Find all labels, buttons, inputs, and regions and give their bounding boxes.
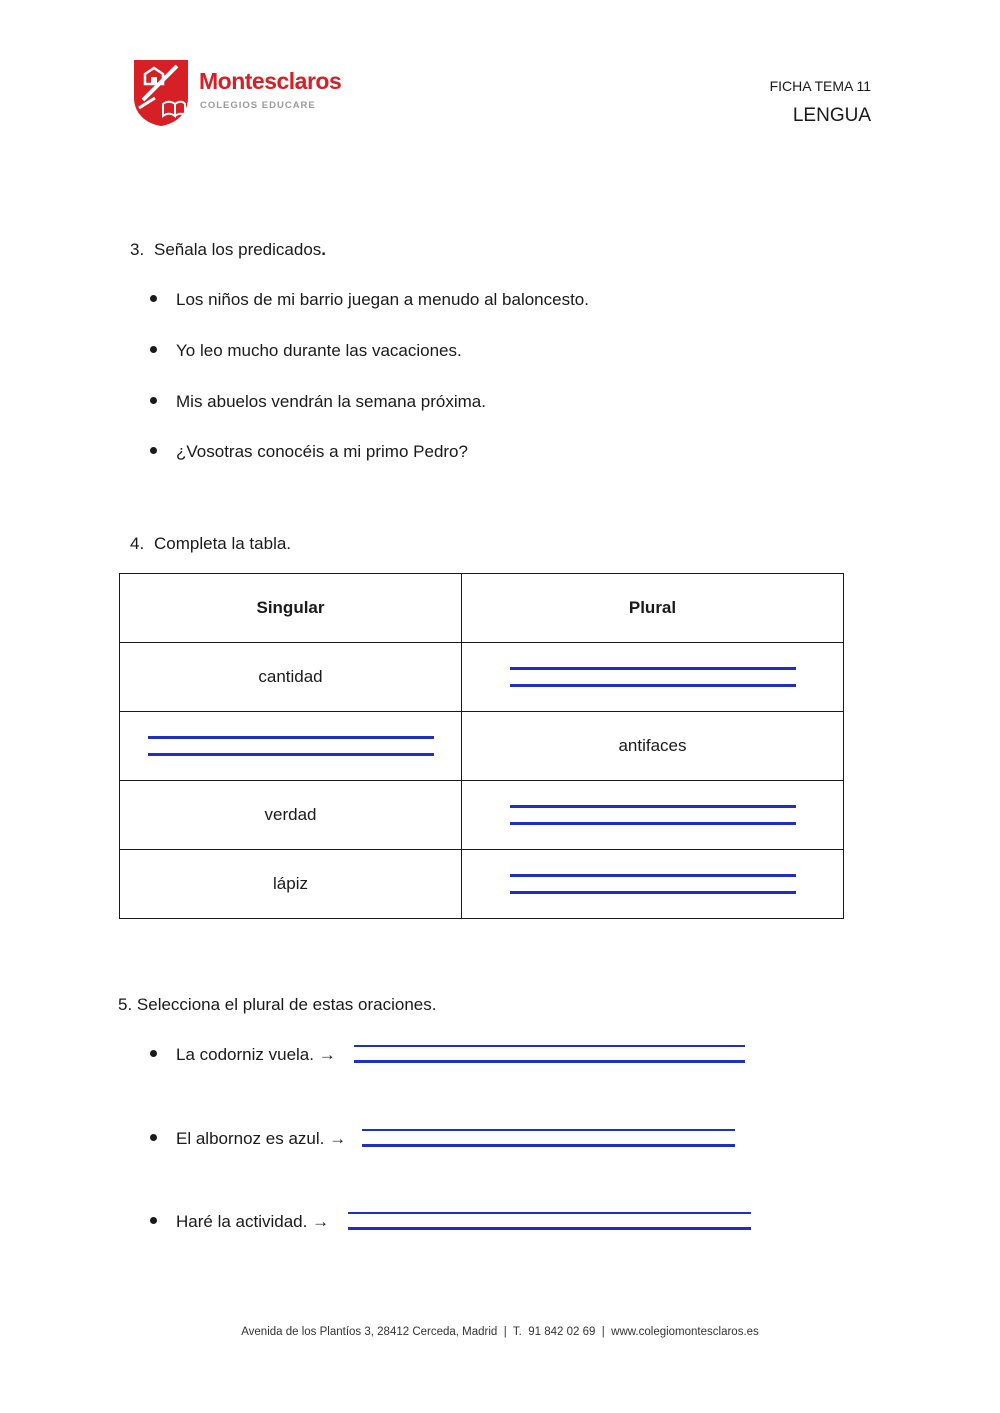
question-3-title <box>130 240 326 260</box>
cell-plural: antifaces <box>462 712 844 781</box>
school-logo <box>133 58 342 130</box>
cell-plural-answer <box>462 781 844 850</box>
sentence: El albornoz es azul. <box>176 1129 325 1148</box>
cell-singular: verdad <box>120 781 462 850</box>
question-4-title <box>130 534 291 554</box>
arrow-icon: → <box>312 1212 330 1231</box>
singular-plural-table <box>119 573 844 919</box>
table-row <box>120 781 844 850</box>
brand-subtitle: COLEGIOS EDUCARE <box>200 100 316 111</box>
cell-plural-answer <box>462 850 844 919</box>
subject-label: LENGUA <box>792 105 871 126</box>
bullet-icon <box>150 1050 157 1057</box>
sentence: La codorniz vuela. <box>176 1045 314 1064</box>
brand-name: Montesclaros <box>199 68 342 94</box>
bullet-icon <box>150 447 157 454</box>
question-3-number: 3. <box>130 240 145 259</box>
answer-input[interactable] <box>510 874 796 894</box>
bullet-icon <box>150 295 157 302</box>
sentence: Mis abuelos vendrán la semana próxima. <box>176 392 486 411</box>
table-row <box>120 850 844 919</box>
answer-input[interactable] <box>348 1212 751 1230</box>
header-plural: Plural <box>462 574 844 643</box>
arrow-icon: → <box>329 1129 347 1148</box>
list-item <box>150 1129 346 1149</box>
bullet-icon <box>150 397 157 404</box>
list-item <box>150 1045 336 1065</box>
footer-address: Avenida de los Plantíos 3, 28412 Cerceda, Madrid | T. 91 842 02 69 | www.colegiomontesclaros.es <box>241 1326 759 1338</box>
table-row <box>120 643 844 712</box>
answer-input[interactable] <box>362 1129 735 1147</box>
worksheet-label: FICHA TEMA 11 <box>769 78 871 94</box>
list-item[interactable] <box>150 290 589 310</box>
bullet-icon <box>150 346 157 353</box>
cell-singular: lápiz <box>120 850 462 919</box>
question-4-text: Completa la tabla. <box>154 534 292 553</box>
sentence: ¿Vosotras conocéis a mi primo Pedro? <box>176 442 468 461</box>
cell-singular-answer <box>120 712 462 781</box>
cell-singular: cantidad <box>120 643 462 712</box>
list-item[interactable] <box>150 442 468 462</box>
shield-icon <box>133 58 189 128</box>
question-4-number: 4. <box>130 534 145 553</box>
answer-input[interactable] <box>510 667 796 687</box>
header-singular: Singular <box>120 574 462 643</box>
question-5-title: 5. Selecciona el plural de estas oraciones. <box>118 995 437 1014</box>
bullet-icon <box>150 1217 157 1224</box>
list-item[interactable] <box>150 341 462 361</box>
list-item[interactable] <box>150 392 486 412</box>
answer-input[interactable] <box>354 1045 745 1063</box>
question-3-text: Señala los predicados <box>154 240 322 259</box>
sentence: Los niños de mi barrio juegan a menudo al baloncesto. <box>176 290 589 309</box>
question-3-period: . <box>321 240 327 259</box>
bullet-icon <box>150 1134 157 1141</box>
arrow-icon: → <box>318 1045 336 1064</box>
answer-input[interactable] <box>148 736 434 756</box>
list-item <box>150 1212 329 1232</box>
table-row <box>120 712 844 781</box>
table-header-row <box>120 574 844 643</box>
sentence: Haré la actividad. <box>176 1212 308 1231</box>
sentence: Yo leo mucho durante las vacaciones. <box>176 341 462 360</box>
cell-plural-answer <box>462 643 844 712</box>
answer-input[interactable] <box>510 805 796 825</box>
